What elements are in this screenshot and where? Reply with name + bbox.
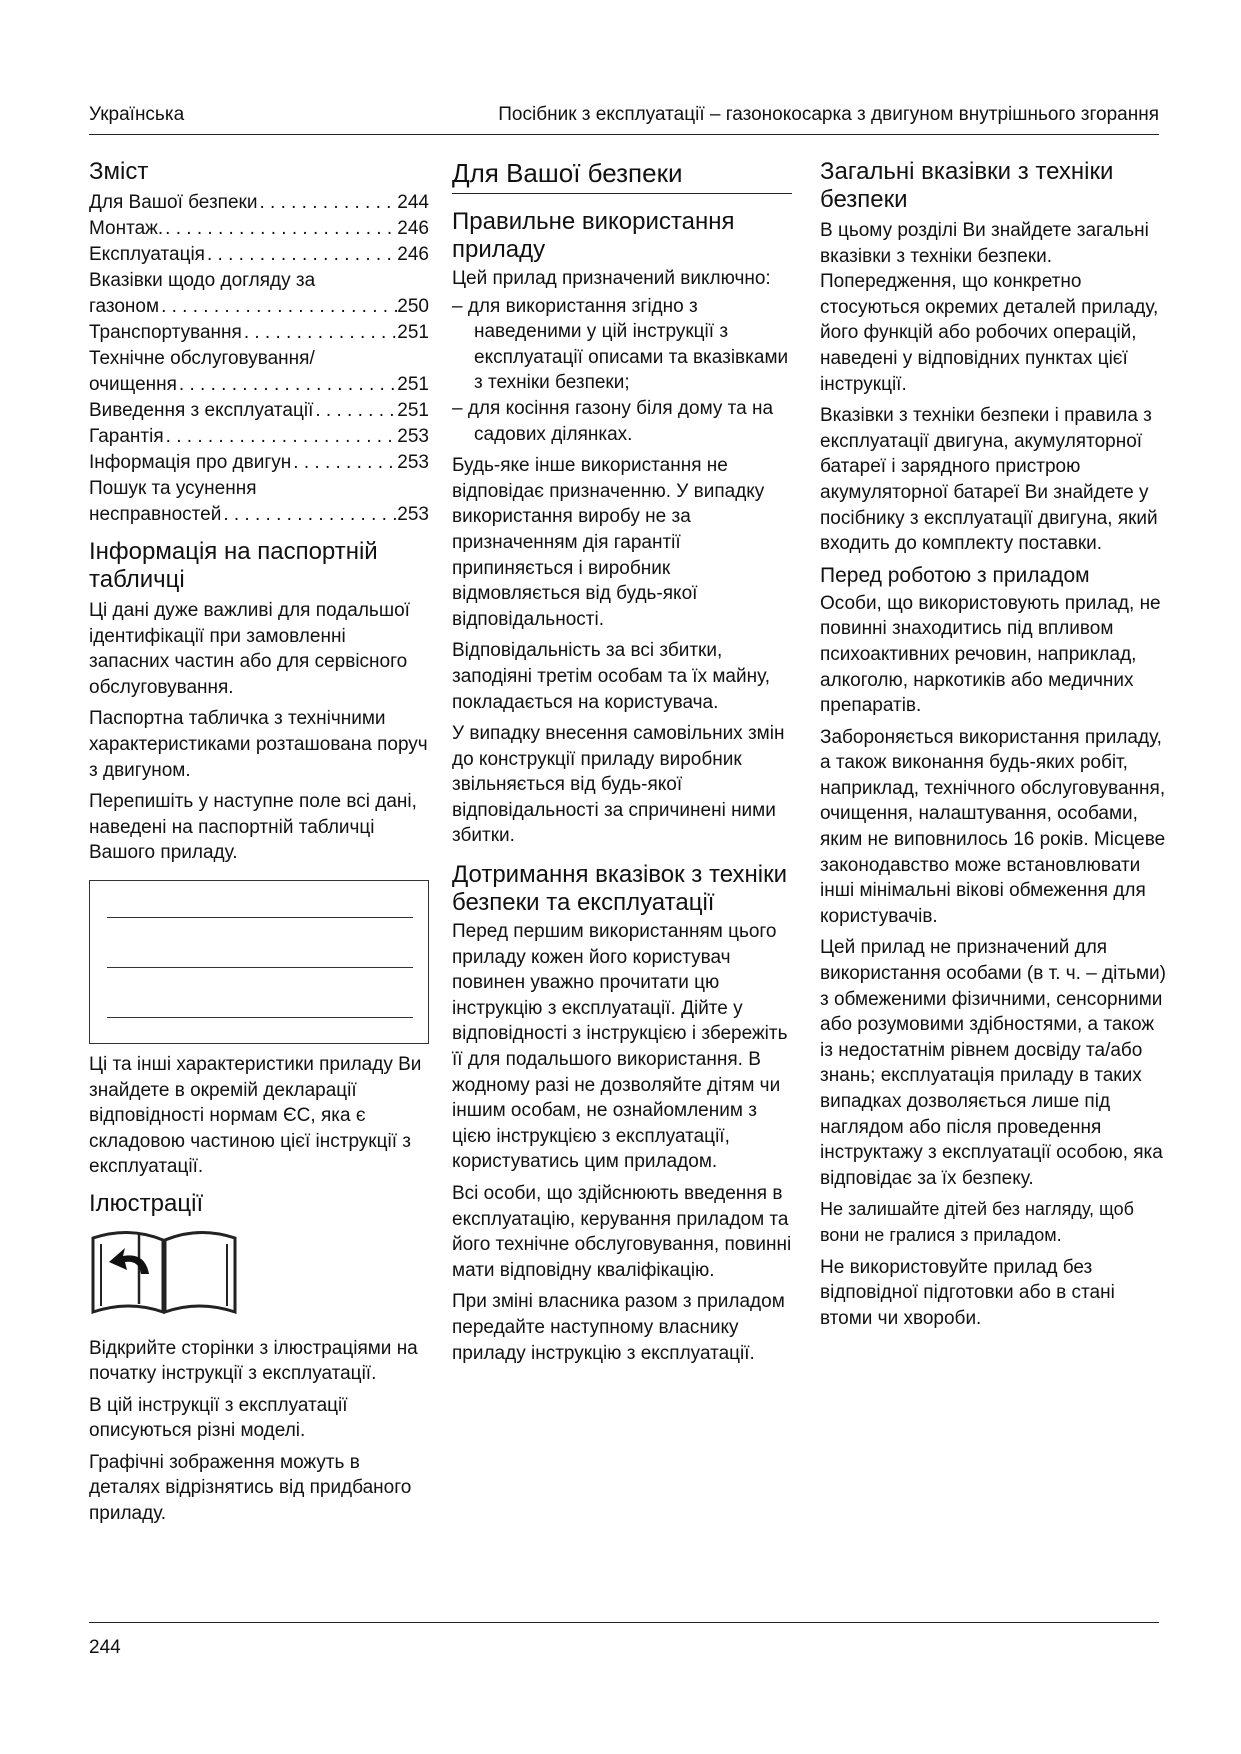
list-item: – для косіння газону біля дому та на садових ділянках. bbox=[452, 397, 774, 445]
toc-item[interactable]: Для Вашої безпеки . . . 244 bbox=[89, 190, 429, 216]
paragraph: Цей прилад призначений виключно: bbox=[452, 268, 771, 289]
toc-item[interactable]: Вказівки щодо догляду за газоном . . . 250 bbox=[89, 268, 429, 320]
header-language: Українська bbox=[89, 104, 185, 125]
paragraph: Не залишайте дітей без нагляду, щоб вони не гралися з приладом. bbox=[820, 1199, 1134, 1245]
paragraph: Графічні зображення можуть в деталях відрізнятись від придбаного приладу. bbox=[89, 1451, 412, 1525]
paragraph: Не використовуйте прилад без відповідної підготовки або в стані втоми чи хвороби. bbox=[820, 1256, 1115, 1329]
paragraph: В цій інструкції з експлуатації описуються різні моделі. bbox=[89, 1394, 348, 1442]
page-number: 244 bbox=[89, 1637, 121, 1658]
before-work-title: Перед роботою з приладом bbox=[820, 563, 1090, 587]
paragraph: При зміні власника разом з приладом передайте наступному власнику приладу інструкцію з експлуатації. bbox=[452, 1291, 785, 1364]
paragraph: В цьому розділі Ви знайдете загальні вказівки з техніки безпеки. Попередження, що конкретно стосуються окремих деталей приладу, його функцій або робочих операцій, наведені у відповідних пунктах цієї інструкції. bbox=[820, 220, 1159, 395]
toc-item[interactable]: Пошук та усунення несправностей . . . 253 bbox=[89, 476, 429, 528]
open-book-icon bbox=[89, 1226, 429, 1326]
toc-item[interactable]: Транспортування . . . 251 bbox=[89, 320, 429, 346]
paragraph: Ці та інші характеристики приладу Ви знайдете в окремій декларації відповідності нормам ЄС, яка є складовою частиною цієї інструкції з експлуатації. bbox=[89, 1053, 422, 1178]
toc-item[interactable]: Технічне обслуговування/ очищення . . . 251 bbox=[89, 346, 429, 398]
paragraph: Забороняється використання приладу, а також виконання будь-яких робіт, наприклад, технічного обслуговування, очищення, налаштування, особами, яким не виповнилось 16 років. Місцеве законодавство може встановлювати інші мінімальні вікові обмеження для користувачів. bbox=[820, 726, 1166, 927]
plate-line bbox=[107, 967, 413, 968]
plate-line bbox=[107, 1017, 413, 1018]
paragraph: Відкрийте сторінки з ілюстраціями на початку інструкції з експлуатації. bbox=[89, 1337, 418, 1385]
paragraph: Цей прилад не призначений для використання особами (в т. ч. – дітьми) з обмеженими фізичними, сенсорними або розумовими здібностями, а також із недостатнім рівнем досвіду та/або знань; експлуатація приладу в таких випадках дозволяється лише під наглядом або після проведення інструктажу з експлуатації особою, яка відповідає за їх безпеку. bbox=[820, 937, 1166, 1189]
paragraph: Всі особи, що здійснюють введення в експлуатацію, керування приладом та його технічне обслуговування, повинні мати відповідну кваліфікацію. bbox=[452, 1183, 792, 1281]
paragraph: Відповідальність за всі збитки, заподіяні третім особам та їх майну, покладається на користувача. bbox=[452, 640, 770, 713]
column-left bbox=[89, 152, 429, 1533]
plate-section-title: Інформація на паспортній табличці bbox=[89, 538, 378, 593]
page-header bbox=[89, 100, 1159, 135]
paragraph: Паспортна табличка з технічними характеристиками розташована поруч з двигуном. bbox=[89, 708, 428, 781]
page-footer bbox=[89, 1622, 1159, 1658]
header-title: Посібник з експлуатації – газонокосарка з двигуном внутрішнього згорання bbox=[498, 104, 1159, 125]
paragraph: Вказівки з техніки безпеки і правила з експлуатації двигуна, акумуляторної батареї і зарядного пристрою акумуляторної батареї Ви знайдете у посібнику з експлуатації двигуна, який входить до комплекту поставки. bbox=[820, 405, 1158, 555]
paragraph: У випадку внесення самовільних змін до конструкції приладу виробник звільняється від будь-якої відповідальності за спричинені ними збитки. bbox=[452, 723, 785, 847]
paragraph: Перед першим використанням цього приладу кожен його користувач повинен уважно прочитати цю інструкцію з експлуатації. Дійте у відповідності з інструкцією і збережіть її для подальшого використання. В жодному разі не дозволяйте дітям чи іншим особам, не ознайомленим з цією інструкцією з експлуатації, користуватись цим приладом. bbox=[452, 921, 788, 1173]
paragraph: Ці дані дуже важливі для подальшої ідентифікації при замовленні запасних частин або для сервісного обслуговування. bbox=[89, 600, 410, 698]
table-of-contents bbox=[89, 190, 429, 528]
main-section-title: Для Вашої безпеки bbox=[452, 158, 792, 194]
safety-compliance-title: Дотримання вказівок з техніки безпеки та експлуатації bbox=[452, 861, 788, 917]
plate-line bbox=[107, 917, 413, 918]
column-right bbox=[820, 152, 1168, 1337]
usage-list bbox=[452, 294, 792, 448]
column-middle bbox=[452, 152, 792, 1372]
list-item: – для використання згідно з наведеними у цій інструкції з експлуатації описами та вказівками з техніки безпеки; bbox=[452, 295, 789, 394]
paragraph: Будь-яке інше використання не відповідає призначенню. У випадку використання виробу не за призначенням дія гарантії припиняється і виробник відмовляється від будь-якої відповідальності. bbox=[452, 455, 765, 630]
paragraph: Особи, що використовують прилад, не повинні знаходитись під впливом психоактивних речовин, наприклад, алкоголю, наркотиків або медичних препаратів. bbox=[820, 592, 1161, 717]
general-safety-title: Загальні вказівки з техніки безпеки bbox=[820, 158, 1114, 213]
toc-title: Зміст bbox=[89, 158, 149, 185]
toc-item[interactable]: Монтаж. . . . 246 bbox=[89, 216, 429, 242]
toc-item[interactable]: Експлуатація . . . 246 bbox=[89, 242, 429, 268]
toc-item[interactable]: Виведення з експлуатації . . . 251 bbox=[89, 398, 429, 424]
toc-item[interactable]: Гарантія . . . 253 bbox=[89, 424, 429, 450]
paragraph: Перепишіть у наступне поле всі дані, наведені на паспортній табличці Вашого приладу. bbox=[89, 791, 417, 864]
rating-plate-field[interactable] bbox=[89, 880, 429, 1044]
toc-item[interactable]: Інформація про двигун . . . 253 bbox=[89, 450, 429, 476]
proper-use-title: Правильне використання приладу bbox=[452, 208, 735, 263]
illustrations-title: Ілюстрації bbox=[89, 1189, 204, 1217]
